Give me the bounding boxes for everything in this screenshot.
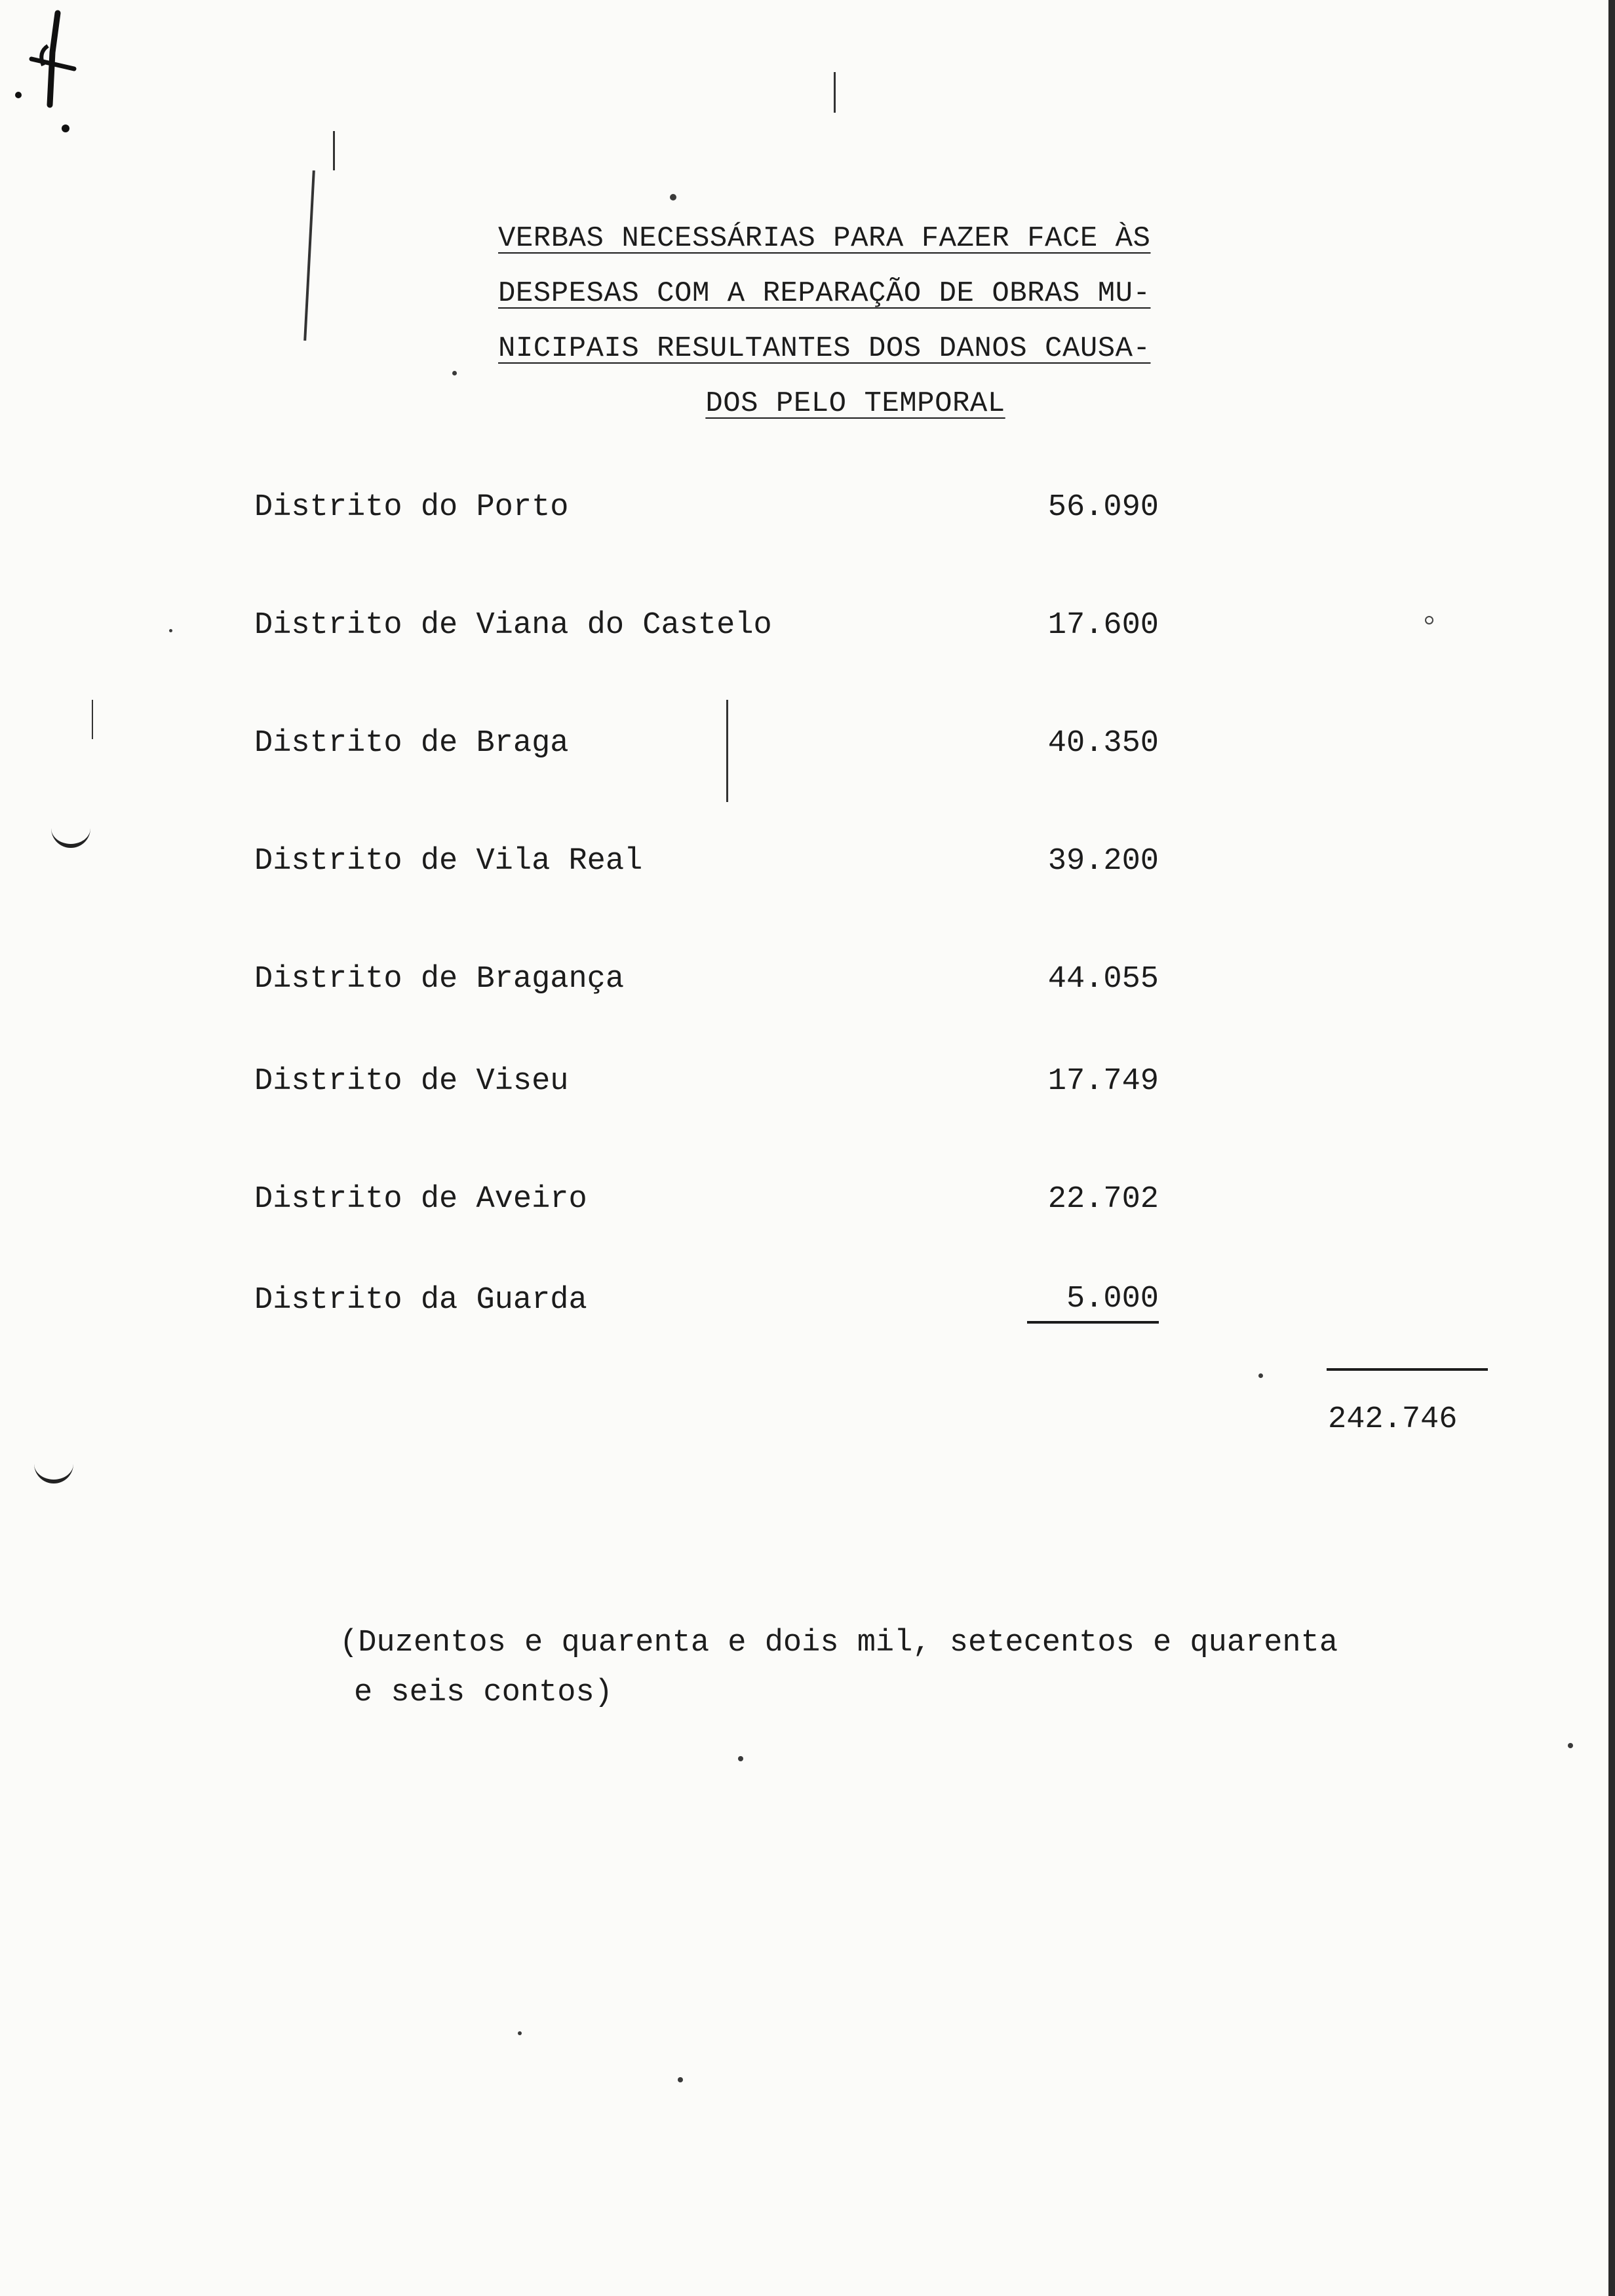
- district-amount: 17.749: [1047, 1064, 1159, 1099]
- district-name: Distrito do Porto: [254, 490, 569, 525]
- speck: [1258, 1373, 1263, 1378]
- district-amount: 56.090: [1047, 490, 1159, 525]
- district-name: Distrito de Braga: [254, 726, 569, 761]
- note-line: e seis contos): [354, 1675, 613, 1710]
- district-name: Distrito de Vila Real: [254, 844, 643, 879]
- total-rule: [1327, 1368, 1488, 1371]
- margin-line: [333, 131, 335, 170]
- speck: [452, 371, 457, 375]
- title-line: DOS PELO TEMPORAL: [705, 387, 1005, 420]
- list-item: [254, 839, 1159, 885]
- district-name: Distrito da Guarda: [254, 1283, 587, 1318]
- total-amount: 242.746: [1328, 1402, 1458, 1437]
- handwritten-mark-icon: [12, 7, 84, 138]
- punch-mark: [34, 1453, 73, 1483]
- district-amount: 39.200: [1047, 844, 1159, 879]
- punch-mark: [51, 818, 90, 848]
- list-item: [254, 603, 1159, 649]
- district-amount: 40.350: [1047, 726, 1159, 761]
- list-item: [254, 721, 1159, 767]
- speck: [678, 2077, 683, 2082]
- list-item: [254, 1177, 1159, 1223]
- list-item: [254, 1278, 1159, 1324]
- list-item: [254, 485, 1159, 531]
- list-item: [254, 957, 1159, 1003]
- district-name: Distrito de Aveiro: [254, 1182, 587, 1217]
- district-amount: 5.000: [1027, 1278, 1159, 1324]
- margin-line: [834, 72, 836, 113]
- district-name: Distrito de Bragança: [254, 962, 625, 997]
- district-name: Distrito de Viseu: [254, 1064, 569, 1099]
- list-item: [254, 1059, 1159, 1105]
- title-line: VERBAS NECESSÁRIAS PARA FAZER FACE ÀS: [498, 222, 1151, 255]
- document-title: [498, 211, 1232, 431]
- speck: [1425, 616, 1433, 624]
- district-name: Distrito de Viana do Castelo: [254, 608, 772, 643]
- note-line: (Duzentos e quarenta e dois mil, setecentos e quarenta: [340, 1626, 1338, 1660]
- district-amount: 17.600: [1047, 608, 1159, 643]
- speck: [670, 194, 676, 201]
- title-line: NICIPAIS RESULTANTES DOS DANOS CAUSA-: [498, 332, 1151, 365]
- district-amount: 22.702: [1047, 1182, 1159, 1217]
- speck: [738, 1756, 743, 1761]
- scan-edge: [1608, 0, 1615, 2296]
- speck: [1568, 1743, 1573, 1748]
- margin-line: [92, 700, 93, 739]
- speck: [518, 2031, 522, 2035]
- speck: [169, 629, 172, 632]
- district-amount: 44.055: [1047, 962, 1159, 997]
- amount-in-words: [340, 1618, 1467, 1718]
- title-line: DESPESAS COM A REPARAÇÃO DE OBRAS MU-: [498, 277, 1151, 310]
- margin-line: [303, 170, 315, 341]
